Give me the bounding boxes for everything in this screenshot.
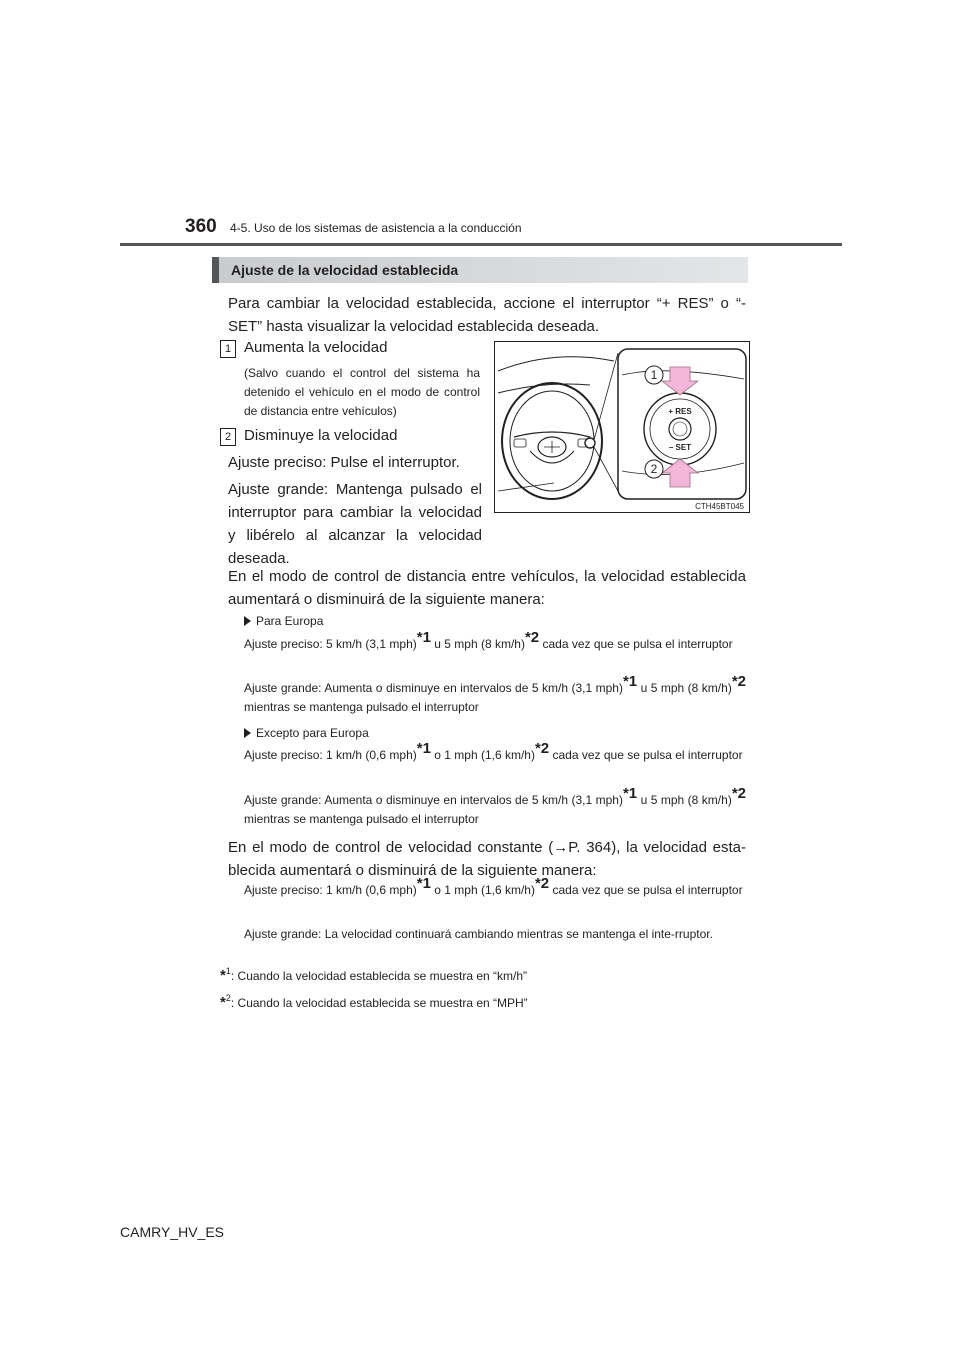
figure-code: CTH45BT045 <box>695 502 744 511</box>
switch-minus-label: – SET <box>668 443 692 452</box>
constant-mode-intro: En el modo de control de velocidad constante (→P. 364), la velocidad esta-blecida aumentará o disminuirá de la siguiente manera: <box>228 839 746 879</box>
europe-fine: Ajuste preciso: 5 km/h (3,1 mph)$^{*1}$ u 5 mph (8 km/h)$^{*2}$ cada vez que se pulsa el interruptor <box>244 629 733 651</box>
bullet-triangle-icon <box>244 616 251 626</box>
chapter-title: 4-5. Uso de los sistemas de asistencia a la conducción <box>230 221 522 235</box>
fine-adjust-text: Ajuste preciso: Pulse el interruptor. <box>228 454 460 471</box>
item-note-1: (Salvo cuando el control del sistema ha detenido el vehículo en el modo de control de distancia entre vehículos) <box>244 366 480 418</box>
section-header <box>212 257 748 283</box>
illustration-svg <box>494 341 750 513</box>
steering-switch-illustration <box>494 341 750 513</box>
europe-coarse: Ajuste grande: Aumenta o disminuye en intervalos de 5 km/h (3,1 mph)$^{*1}$ u 5 mph (8 km/h)$^{*2}$ mientras se mantenga pulsado el interruptor <box>244 673 746 714</box>
distance-mode-intro: En el modo de control de distancia entre vehículos, la velocidad establecida aumentará o disminuirá de la siguiente manera: <box>228 568 746 608</box>
europe-heading: Para Europa <box>244 612 323 631</box>
switch-plus-label: + RES <box>668 407 692 416</box>
page-number: 360 <box>185 216 217 237</box>
constant-fine: Ajuste preciso: 1 km/h (0,6 mph)$^{*1}$ o 1 mph (1,6 km/h)$^{*2}$ cada vez que se pulsa el interruptor <box>244 875 743 897</box>
callout-2: 2 <box>650 462 658 476</box>
callout-1: 1 <box>650 368 658 382</box>
item-number-1: 1 <box>220 340 236 358</box>
section-title: Ajuste de la velocidad establecida <box>231 262 459 278</box>
except-europe-heading: Excepto para Europa <box>244 724 369 743</box>
item-label-2: Disminuye la velocidad <box>244 427 398 444</box>
footnote-1: *$^1$: Cuando la velocidad establecida se muestra en “km/h” <box>220 966 528 984</box>
except-europe-fine: Ajuste preciso: 1 km/h (0,6 mph)$^{*1}$ o 1 mph (1,6 km/h)$^{*2}$ cada vez que se pulsa el interruptor <box>244 740 743 762</box>
intro-paragraph: Para cambiar la velocidad establecida, accione el interruptor “+ RES” o “- SET” hasta visualizar la velocidad establecida deseada. <box>228 295 746 335</box>
constant-coarse: Ajuste grande: La velocidad continuará cambiando mientras se mantenga el inte-rruptor. <box>244 927 713 941</box>
header-rule <box>120 243 842 246</box>
footer-model: CAMRY_HV_ES <box>120 1224 225 1240</box>
coarse-adjust-text: Ajuste grande: Mantenga pulsado el interruptor para cambiar la velocidad y libérelo al alcanzar la velocidad deseada. <box>228 481 482 567</box>
except-europe-coarse: Ajuste grande: Aumenta o disminuye en intervalos de 5 km/h (3,1 mph)$^{*1}$ u 5 mph (8 km/h)$^{*2}$ mientras se mantenga pulsado el interruptor <box>244 785 746 826</box>
footnote-2: *$^2$: Cuando la velocidad establecida se muestra en “MPH” <box>220 993 528 1011</box>
item-label-1: Aumenta la velocidad <box>244 339 388 356</box>
item-number-2: 2 <box>220 428 236 446</box>
bullet-triangle-icon <box>244 728 251 738</box>
